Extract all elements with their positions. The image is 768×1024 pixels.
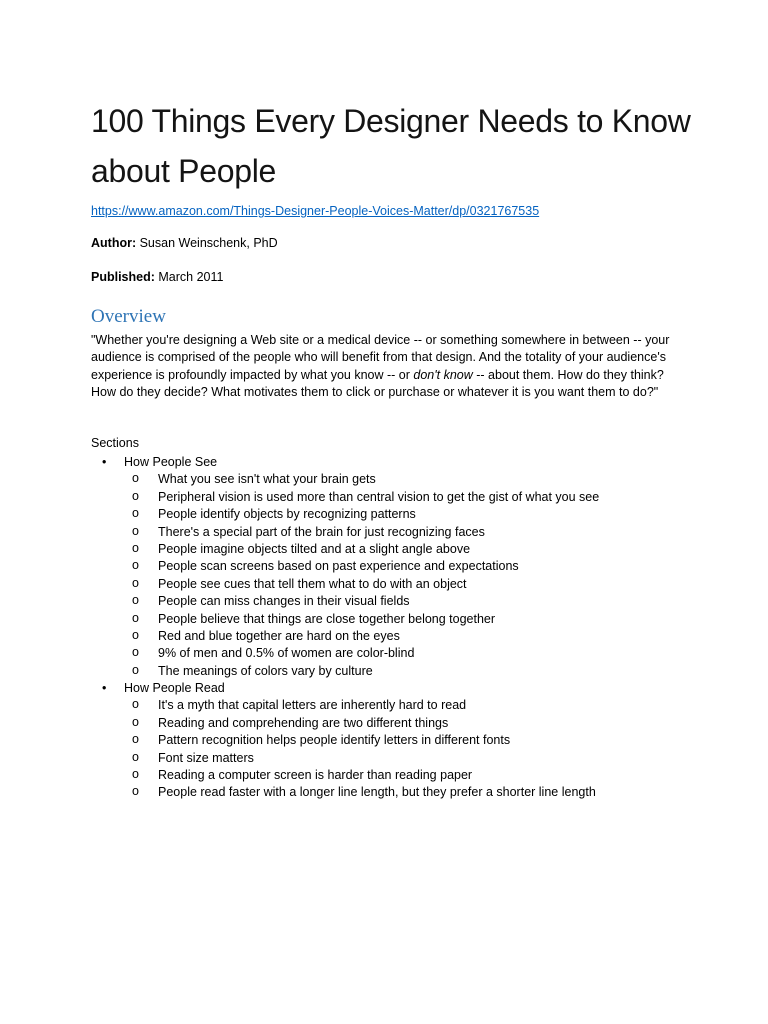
sub-bullet-icon: o xyxy=(132,767,139,782)
list-item-text: Font size matters xyxy=(158,750,254,765)
list-item-text: What you see isn't what your brain gets xyxy=(158,472,376,487)
amazon-link[interactable]: https://www.amazon.com/Things-Designer-People-Voices-Matter/dp/0321767535 xyxy=(91,204,540,218)
list-item-text: People believe that things are close together belong together xyxy=(158,611,496,626)
sub-bullet-icon: o xyxy=(132,575,139,590)
sub-bullet-icon: o xyxy=(132,732,139,747)
sub-bullet-icon: o xyxy=(132,488,139,503)
list-item xyxy=(91,767,711,784)
list-item xyxy=(91,715,711,732)
overview-heading: Overview xyxy=(91,306,166,327)
list-item-text: Reading and comprehending are two different things xyxy=(158,715,449,730)
list-item xyxy=(91,471,711,488)
list-item xyxy=(91,663,711,680)
list-item xyxy=(91,732,711,749)
section-label: How People See xyxy=(124,455,218,469)
list-item xyxy=(91,489,711,506)
list-item-text: Red and blue together are hard on the eyes xyxy=(158,628,400,643)
list-item-text: There's a special part of the brain for just recognizing faces xyxy=(158,524,485,539)
list-item xyxy=(91,750,711,767)
sections-list xyxy=(91,454,711,802)
sub-bullet-icon: o xyxy=(132,593,139,608)
quote-text-part2: -- about them. How do they think? How do they decide? What motivates them to click or purchase or whatever it is you want them to do?" xyxy=(91,367,664,400)
sub-bullet-icon: o xyxy=(132,749,139,764)
published-value: March 2011 xyxy=(154,270,224,284)
author-value: Susan Weinschenk, PhD xyxy=(136,236,278,250)
list-item-text: People imagine objects tilted and at a slight angle above xyxy=(158,541,471,556)
list-item xyxy=(91,593,711,610)
list-item-text: Pattern recognition helps people identify letters in different fonts xyxy=(158,733,511,748)
sections-label: Sections xyxy=(91,436,139,450)
sub-bullet-icon: o xyxy=(132,610,139,625)
sub-bullet-icon: o xyxy=(132,784,139,799)
sub-bullet-icon: o xyxy=(132,506,139,521)
sub-bullet-icon: o xyxy=(132,627,139,642)
sub-bullet-icon: o xyxy=(132,714,139,729)
list-item xyxy=(91,576,711,593)
document-title: 100 Things Every Designer Needs to Know about People xyxy=(91,103,691,189)
sub-bullet-icon: o xyxy=(132,645,139,660)
list-item xyxy=(91,506,711,523)
quote-text-part1: "Whether you're designing a Web site or a medical device -- or something somewhere in between -- your audience is comprised of the people who will benefit from that design. And the totality of your audience's experience is profoundly impacted by what you know -- or xyxy=(91,333,670,382)
list-item-text: People identify objects by recognizing patterns xyxy=(158,507,416,522)
list-item-text: Peripheral vision is used more than central vision to get the gist of what you see xyxy=(158,489,600,504)
sub-bullet-icon: o xyxy=(132,540,139,555)
author-label: Author: xyxy=(91,236,137,250)
list-item xyxy=(91,697,711,714)
list-item-text: People scan screens based on past experience and expectations xyxy=(158,559,519,574)
bullet-icon: • xyxy=(102,681,107,696)
sub-bullet-icon: o xyxy=(132,471,139,486)
list-item-text: People see cues that tell them what to do with an object xyxy=(158,576,467,591)
list-item-text: Reading a computer screen is harder than reading paper xyxy=(158,768,473,783)
list-item-text: It's a myth that capital letters are inherently hard to read xyxy=(158,698,467,713)
list-item xyxy=(91,558,711,575)
sub-bullet-icon: o xyxy=(132,558,139,573)
list-item xyxy=(91,611,711,628)
list-item xyxy=(91,628,711,645)
overview-quote xyxy=(91,332,676,402)
section-label: How People Read xyxy=(124,681,225,696)
list-item-text: 9% of men and 0.5% of women are color-blind xyxy=(158,646,415,661)
section-bullet-item xyxy=(91,680,711,697)
list-item xyxy=(91,645,711,662)
list-item-text: The meanings of colors vary by culture xyxy=(158,663,373,678)
published-line xyxy=(91,270,223,284)
bullet-icon: • xyxy=(102,455,107,469)
sub-bullet-icon: o xyxy=(132,662,139,677)
list-item xyxy=(91,524,711,541)
quote-emphasis: don't know xyxy=(413,367,473,382)
author-line xyxy=(91,236,278,250)
list-item-text: People can miss changes in their visual fields xyxy=(158,594,410,609)
list-item xyxy=(91,541,711,558)
sub-bullet-icon: o xyxy=(132,697,139,712)
sub-bullet-icon: o xyxy=(132,523,139,538)
list-item-text: People read faster with a longer line length, but they prefer a shorter line length xyxy=(158,785,596,800)
published-label: Published: xyxy=(91,270,155,284)
section-bullet-item xyxy=(91,454,711,471)
list-item xyxy=(91,784,711,801)
